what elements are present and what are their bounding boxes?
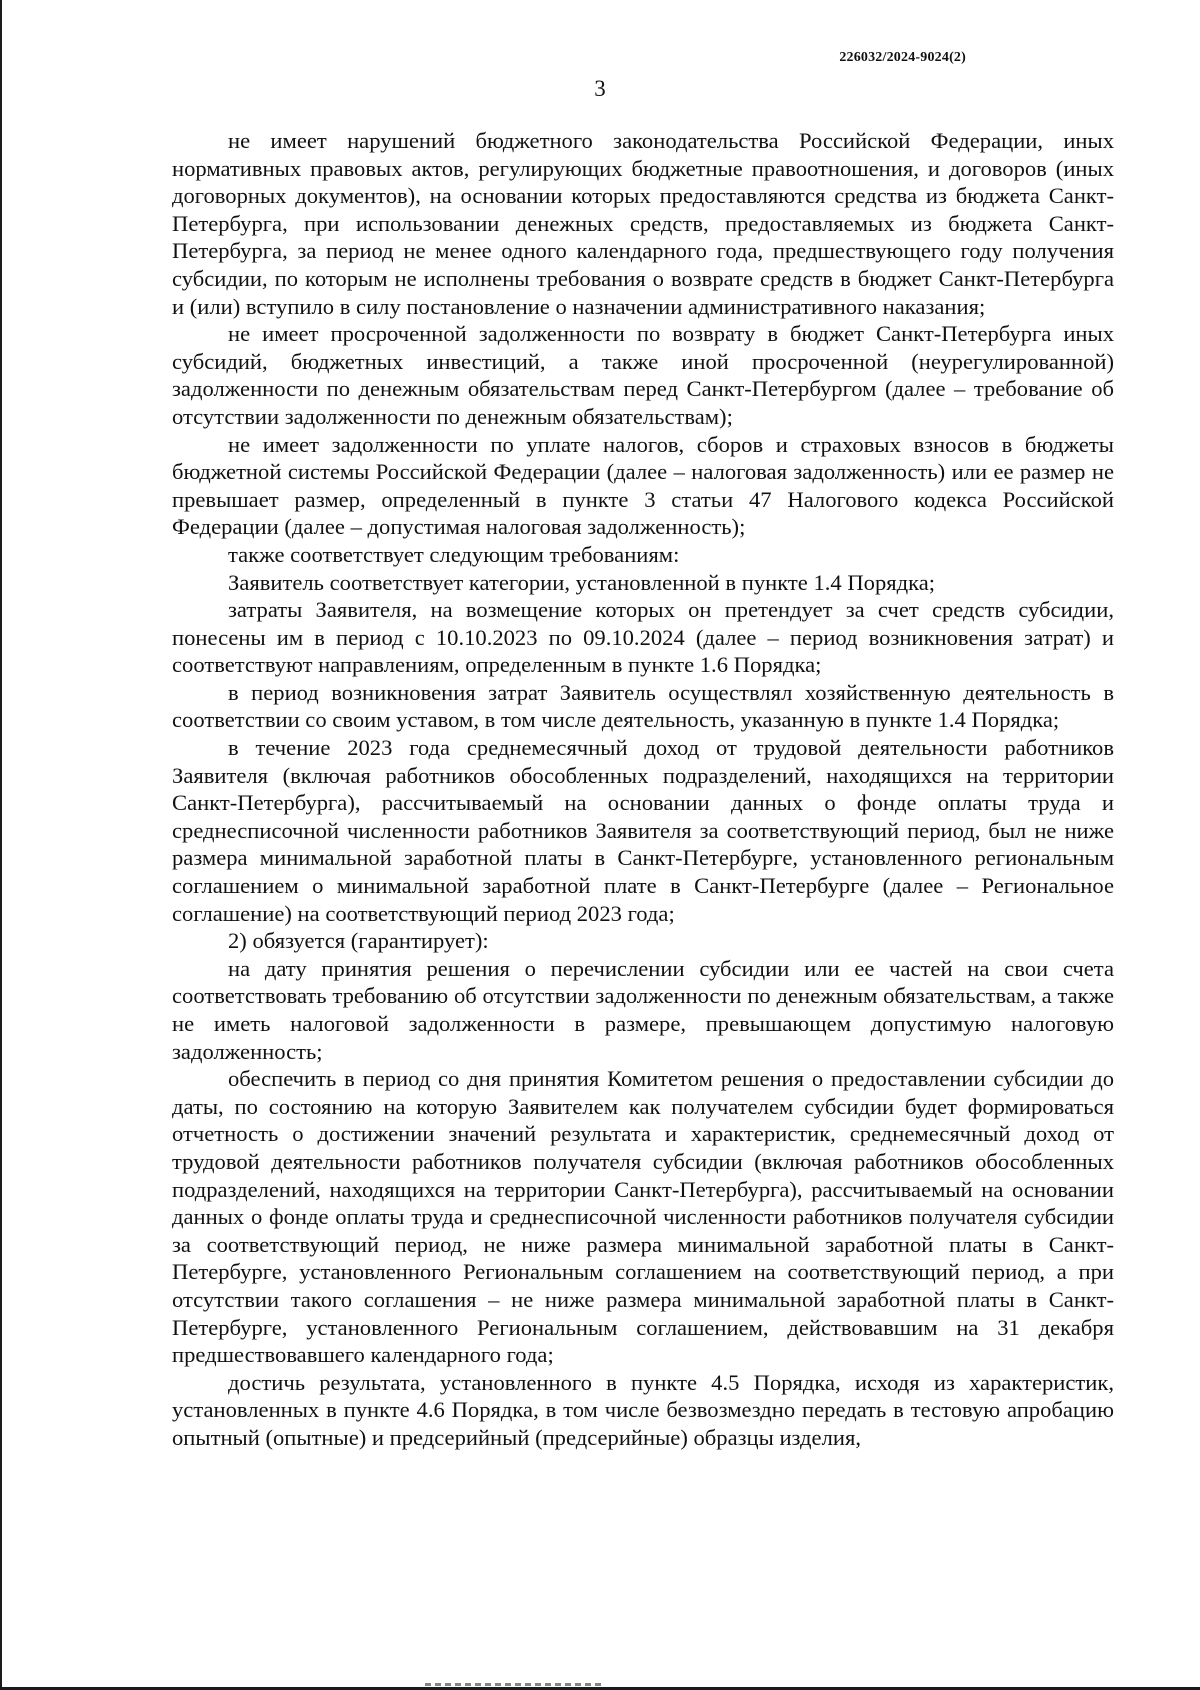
paragraph-no-debt-at-payment: на дату принятия решения о перечислении субсидии или ее частей на свои счета соответствовать требованию об отсутствии задолженности по денежным обязательствам, а также не иметь налоговой задолженности в размере, превышающем допустимую налоговую задолженность; [172,955,1114,1064]
document-body [172,127,1114,1452]
paragraph-achieve-result: достичь результата, установленного в пункте 4.5 Порядка, исходя из характеристик, установленных в пункте 4.6 Порядка, в том числе безвозмездно передать в тестовую апробацию опытный (опытные) и предсерийный (предсерийные) образцы изделия, [172,1369,1114,1450]
page-number: 3 [594,76,606,101]
paragraph-tax-debt: не имеет задолженности по уплате налогов, сборов и страховых взносов в бюджеты бюджетной системы Российской Федерации (далее – налоговая задолженность) или ее размер не превышает размер, определенный в пункте 3 статьи 47 Налогового кодекса Российской Федерации (далее – допустимая налоговая задолженность); [172,431,1114,540]
paragraph-average-income-2023: в течение 2023 года среднемесячный доход от трудовой деятельности работников Заявителя (включая работников обособленных подразделений, находящихся на территории Санкт-Петербурга), рассчитываемый на основании данных о фонде оплаты труда и среднесписочной численности работников Заявителя за соответствующий период, был не ниже размера минимальной заработной платы в Санкт-Петербурге, установленного региональным соглашением о минимальной заработной плате в Санкт-Петербурге (далее – Региональное соглашение) на соответствующий период 2023 года; [172,735,1114,926]
paragraph-ensure-income: обеспечить в период со дня принятия Комитетом решения о предоставлении субсидии до даты, по состоянию на которую Заявителем как получателем субсидии будет формироваться отчетность о достижении значений результата и характеристик, среднемесячный доход от трудовой деятельности работников получателя субсидии (включая работников обособленных подразделений, находящихся на территории Санкт-Петербурга), рассчитываемый на основании данных о фонде оплаты труда и среднесписочной численности работников получателя субсидии за соответствующий период, не ниже размера минимальной заработной платы в Санкт-Петербурге, установленного Региональным соглашением на соответствующий период, а при отсутствии такого соглашения – не ниже размера минимальной заработной платы в Санкт-Петербурге, установленного Региональным соглашением, действовавшим на 31 декабря предшествовавшего календарного года; [172,1066,1114,1368]
paragraph-costs-period: затраты Заявителя, на возмещение которых он претендует за счет средств субсидии, понесены им в период с 10.10.2023 по 09.10.2024 (далее – период возникновения затрат) и соответствуют направлениям, определенным в пункте 1.6 Порядка; [172,597,1114,678]
scan-bottom-mark [425,1683,605,1686]
paragraph-budget-violations: не имеет нарушений бюджетного законодательства Российской Федерации, иных нормативных правовых актов, регулирующих бюджетные правоотношения, и договоров (иных договорных документов), на основании которых предоставляются средства из бюджета Санкт-Петербурга, при использовании денежных средств, предоставляемых из бюджета Санкт-Петербурга, за период не менее одного календарного года, предшествующего году получения субсидии, по которым не исполнены требования о возврате средств в бюджет Санкт-Петербурга и (или) вступило в силу постановление о назначении административного наказания; [172,128,1114,319]
paragraph-requirements-intro: также соответствует следующим требованиям: [228,541,680,567]
document-number: 226032/2024-9024(2) [839,50,966,65]
scan-left-edge [0,0,2,1690]
paragraph-obligations-heading: 2) обязуется (гарантирует): [228,928,489,954]
paragraph-category: Заявитель соответствует категории, установленной в пункте 1.4 Порядка; [228,569,936,595]
paragraph-overdue-debt: не имеет просроченной задолженности по возврату в бюджет Санкт-Петербурга иных субсидий, бюджетных инвестиций, а также иной просроченной (неурегулированной) задолженности по денежным обязательствам перед Санкт-Петербургом (далее – требование об отсутствии задолженности по денежным обязательствам); [172,321,1114,429]
paragraph-business-activity: в период возникновения затрат Заявитель осуществлял хозяйственную деятельность в соответствии со своим уставом, в том числе деятельность, указанную в пункте 1.4 Порядка; [172,679,1114,733]
